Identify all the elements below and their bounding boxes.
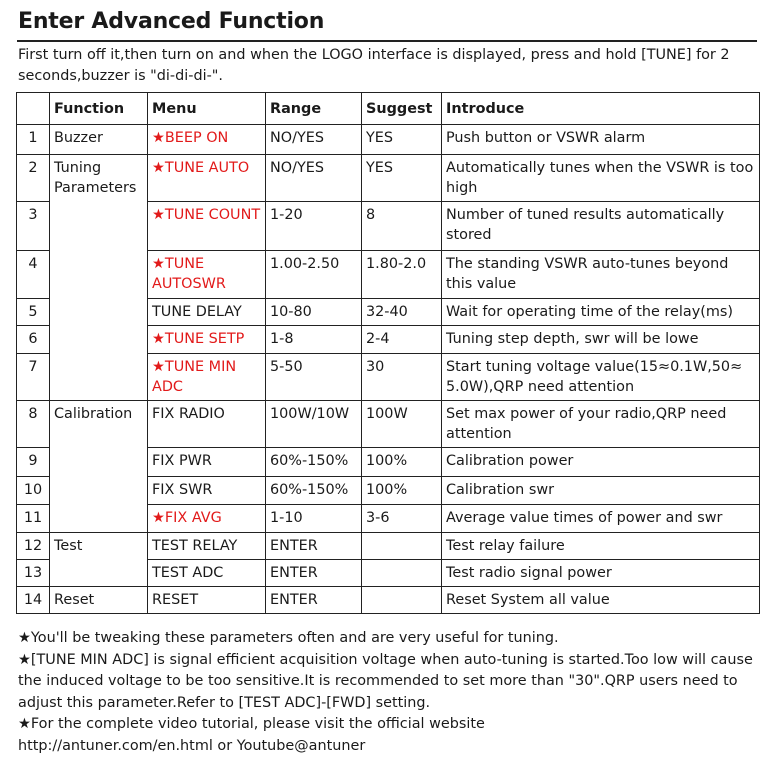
introduce-cell: Test relay failure [442, 533, 760, 560]
menu-cell: RESET [148, 587, 266, 614]
range-cell: 60%-150% [266, 448, 362, 477]
range-cell: 1.00-2.50 [266, 251, 362, 299]
suggest-cell: 100% [362, 448, 442, 477]
introduce-cell: Calibration power [442, 448, 760, 477]
row-number: 5 [17, 299, 50, 326]
menu-cell: ★TUNE AUTOSWR [148, 251, 266, 299]
row-number: 7 [17, 354, 50, 401]
suggest-cell [362, 533, 442, 560]
row-number: 14 [17, 587, 50, 614]
function-reset: Reset [50, 587, 148, 614]
introduce-cell: Calibration swr [442, 477, 760, 505]
note-tune-min-adc: ★[TUNE MIN ADC] is signal efficient acquisition voltage when auto-tuning is started.Too low will cause the induced voltage to be too sensitive.It is recommended to set more than "30".QRP users need to adjust this parameter.Refer to [TEST ADC]-[FWD] setting. [18, 651, 753, 711]
range-cell: 10-80 [266, 299, 362, 326]
introduce-cell: The standing VSWR auto-tunes beyond this value [442, 251, 760, 299]
range-cell: 1-10 [266, 505, 362, 533]
header-no [17, 93, 50, 125]
row-number: 6 [17, 326, 50, 354]
table-row [17, 155, 760, 202]
note-tweaking: ★You'll be tweaking these parameters often and are very useful for tuning. [18, 630, 559, 646]
introduce-cell: Average value times of power and swr [442, 505, 760, 533]
menu-cell: ★FIX AVG [148, 505, 266, 533]
advanced-function-table [16, 92, 760, 614]
introduce-cell: Automatically tunes when the VSWR is too high [442, 155, 760, 202]
table-header-row [17, 93, 760, 125]
menu-cell: ★TUNE SETP [148, 326, 266, 354]
header-suggest: Suggest [362, 93, 442, 125]
suggest-cell: 100% [362, 477, 442, 505]
introduce-cell: Test radio signal power [442, 560, 760, 587]
table-row [17, 533, 760, 560]
header-function: Function [50, 93, 148, 125]
header-menu: Menu [148, 93, 266, 125]
table-row [17, 125, 760, 155]
function-test: Test [50, 533, 148, 587]
suggest-cell: 32-40 [362, 299, 442, 326]
suggest-cell [362, 587, 442, 614]
row-number: 12 [17, 533, 50, 560]
row-number: 9 [17, 448, 50, 477]
introduce-cell: Reset System all value [442, 587, 760, 614]
row-number: 8 [17, 401, 50, 448]
row-number: 13 [17, 560, 50, 587]
introduce-cell: Number of tuned results automatically stored [442, 202, 760, 251]
notes-section [18, 628, 758, 757]
suggest-cell [362, 560, 442, 587]
page-title: Enter Advanced Function [18, 9, 325, 34]
range-cell: 5-50 [266, 354, 362, 401]
row-number: 1 [17, 125, 50, 155]
introduce-cell: Set max power of your radio,QRP need attention [442, 401, 760, 448]
range-cell: 1-20 [266, 202, 362, 251]
introduce-cell: Tuning step depth, swr will be lowe [442, 326, 760, 354]
menu-cell: FIX RADIO [148, 401, 266, 448]
introduce-cell: Push button or VSWR alarm [442, 125, 760, 155]
menu-cell: ★TUNE MIN ADC [148, 354, 266, 401]
intro-text: First turn off it,then turn on and when the LOGO interface is displayed, press and hold [TUNE] for 2 seconds,buzzer is "di-di-di-". [18, 47, 730, 84]
range-cell: 60%-150% [266, 477, 362, 505]
header-range: Range [266, 93, 362, 125]
menu-cell: TEST ADC [148, 560, 266, 587]
table-row [17, 401, 760, 448]
menu-cell: FIX SWR [148, 477, 266, 505]
suggest-cell: 3-6 [362, 505, 442, 533]
title-divider [17, 40, 757, 42]
suggest-cell: 8 [362, 202, 442, 251]
suggest-cell: 1.80-2.0 [362, 251, 442, 299]
suggest-cell: YES [362, 155, 442, 202]
note-links: http://antuner.com/en.html or Youtube@antuner [18, 737, 366, 754]
range-cell: ENTER [266, 560, 362, 587]
header-introduce: Introduce [442, 93, 760, 125]
range-cell: ENTER [266, 587, 362, 614]
range-cell: NO/YES [266, 125, 362, 155]
function-buzzer: Buzzer [50, 125, 148, 155]
row-number: 11 [17, 505, 50, 533]
menu-cell: ★TUNE AUTO [148, 155, 266, 202]
row-number: 3 [17, 202, 50, 251]
function-calibration: Calibration [50, 401, 148, 533]
row-number: 4 [17, 251, 50, 299]
row-number: 10 [17, 477, 50, 505]
range-cell: ENTER [266, 533, 362, 560]
introduce-cell: Start tuning voltage value(15≈0.1W,50≈ 5.0W),QRP need attention [442, 354, 760, 401]
menu-cell: TEST RELAY [148, 533, 266, 560]
row-number: 2 [17, 155, 50, 202]
suggest-cell: 30 [362, 354, 442, 401]
menu-cell: ★BEEP ON [148, 125, 266, 155]
note-video-tutorial: ★For the complete video tutorial, please visit the official website [18, 716, 485, 732]
introduce-cell: Wait for operating time of the relay(ms) [442, 299, 760, 326]
suggest-cell: YES [362, 125, 442, 155]
menu-cell: ★TUNE COUNT [148, 202, 266, 251]
suggest-cell: 2-4 [362, 326, 442, 354]
range-cell: 1-8 [266, 326, 362, 354]
menu-cell: FIX PWR [148, 448, 266, 477]
function-tuning-parameters: Tuning Parameters [50, 155, 148, 401]
menu-cell: TUNE DELAY [148, 299, 266, 326]
range-cell: 100W/10W [266, 401, 362, 448]
suggest-cell: 100W [362, 401, 442, 448]
table-row [17, 587, 760, 614]
range-cell: NO/YES [266, 155, 362, 202]
